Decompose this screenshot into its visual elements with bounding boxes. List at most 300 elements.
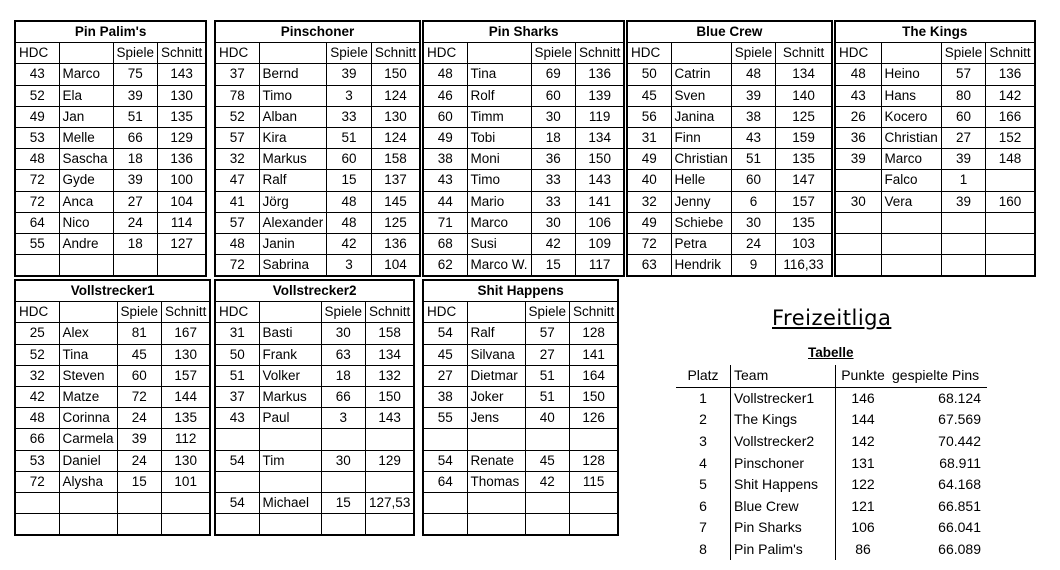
hdc-cell (215, 514, 259, 536)
hdc-cell (423, 492, 467, 513)
schnitt-cell: 150 (570, 386, 619, 407)
column-header-pins: gespielte Pins (890, 365, 987, 387)
table-row (215, 85, 420, 106)
hdc-cell: 66 (15, 429, 59, 450)
column-header-hdc: HDC (423, 43, 467, 64)
spiele-cell (321, 514, 366, 536)
table-row (15, 255, 206, 277)
team-table (214, 279, 415, 536)
table-row (423, 471, 618, 492)
team-cell: Blue Crew (731, 496, 836, 518)
player-name-cell: Jörg (259, 191, 327, 212)
hdc-cell: 72 (15, 471, 59, 492)
schnitt-cell (366, 429, 415, 450)
schnitt-cell: 136 (371, 233, 420, 254)
schnitt-cell: 158 (366, 323, 415, 344)
table-row (835, 191, 1035, 212)
hdc-cell: 78 (215, 85, 259, 106)
player-name-cell: Vera (881, 191, 941, 212)
team-cell: Vollstrecker2 (731, 431, 836, 453)
schnitt-cell (366, 471, 415, 492)
hdc-cell: 56 (627, 106, 671, 127)
schnitt-cell: 126 (570, 408, 619, 429)
column-header-name (467, 302, 525, 323)
schnitt-cell: 115 (570, 471, 619, 492)
spiele-cell: 24 (113, 212, 158, 233)
hdc-cell: 43 (215, 408, 259, 429)
spiele-cell (525, 429, 570, 450)
hdc-cell: 30 (835, 191, 881, 212)
hdc-cell: 49 (627, 212, 671, 233)
table-row (627, 85, 832, 106)
column-header-hdc: HDC (215, 43, 259, 64)
spiele-cell: 3 (327, 85, 372, 106)
hdc-cell: 36 (835, 127, 881, 148)
schnitt-cell: 117 (576, 255, 625, 277)
spiele-cell: 27 (941, 127, 986, 148)
player-name-cell: Jens (467, 408, 525, 429)
player-name-cell: Basti (259, 323, 321, 344)
player-name-cell: Marco (467, 212, 531, 233)
table-row (835, 170, 1035, 191)
spiele-cell: 15 (321, 492, 366, 513)
hdc-cell: 55 (15, 233, 59, 254)
hdc-cell: 44 (423, 191, 467, 212)
player-name-cell: Dietmar (467, 365, 525, 386)
table-row (627, 106, 832, 127)
schnitt-cell: 132 (366, 365, 415, 386)
player-name-cell: Carmela (59, 429, 117, 450)
hdc-cell: 57 (215, 127, 259, 148)
table-row (215, 514, 414, 536)
schnitt-cell: 143 (158, 64, 207, 85)
schnitt-cell: 135 (776, 149, 832, 170)
table-row (15, 323, 210, 344)
column-header-schnitt: Schnitt (986, 43, 1035, 64)
table-row (215, 149, 420, 170)
hdc-cell: 48 (215, 233, 259, 254)
spiele-cell: 18 (321, 365, 366, 386)
spiele-cell: 48 (731, 64, 776, 85)
table-row (835, 106, 1035, 127)
spiele-cell: 40 (525, 408, 570, 429)
column-header-name (259, 43, 327, 64)
league-title: Freizeitliga (772, 306, 892, 330)
player-name-cell (467, 514, 525, 536)
spiele-cell: 33 (327, 106, 372, 127)
table-row (627, 212, 832, 233)
player-name-cell: Alexander (259, 212, 327, 233)
hdc-cell: 37 (215, 386, 259, 407)
table-row (215, 233, 420, 254)
player-name-cell: Mario (467, 191, 531, 212)
hdc-cell: 49 (627, 149, 671, 170)
pins-cell: 66.089 (938, 541, 981, 558)
hdc-cell: 38 (423, 149, 467, 170)
spiele-cell: 51 (113, 106, 158, 127)
schnitt-cell: 152 (986, 127, 1035, 148)
team-name: Blue Crew (627, 21, 832, 43)
spiele-cell: 66 (321, 386, 366, 407)
player-name-cell (59, 255, 113, 277)
team-cell: Pin Sharks (731, 517, 836, 539)
column-header-platz: Platz (676, 365, 731, 387)
player-name-cell: Jenny (671, 191, 731, 212)
table-row (423, 106, 624, 127)
hdc-cell: 55 (423, 408, 467, 429)
hdc-cell: 53 (15, 450, 59, 471)
table-row (215, 106, 420, 127)
hdc-cell (215, 471, 259, 492)
spiele-cell: 57 (941, 64, 986, 85)
hdc-cell: 54 (423, 450, 467, 471)
spiele-cell: 43 (731, 127, 776, 148)
spiele-cell: 1 (941, 170, 986, 191)
player-name-cell (881, 212, 941, 233)
table-row (835, 255, 1035, 277)
platz-cell: 3 (699, 433, 707, 450)
hdc-cell: 45 (627, 85, 671, 106)
hdc-cell (835, 170, 881, 191)
schnitt-cell: 167 (162, 323, 211, 344)
hdc-cell: 52 (15, 344, 59, 365)
player-name-cell: Timm (467, 106, 531, 127)
schnitt-cell: 127 (158, 233, 207, 254)
table-row (423, 149, 624, 170)
column-header-spiele: Spiele (321, 302, 366, 323)
team-name: Pin Sharks (423, 21, 624, 43)
player-name-cell: Markus (259, 386, 321, 407)
hdc-cell: 48 (835, 64, 881, 85)
table-row (835, 149, 1035, 170)
player-name-cell: Anca (59, 191, 113, 212)
player-name-cell: Michael (259, 492, 321, 513)
team-name: Vollstrecker2 (215, 280, 414, 302)
player-name-cell: Janina (671, 106, 731, 127)
player-name-cell: Schiebe (671, 212, 731, 233)
table-row (215, 344, 414, 365)
schnitt-cell: 145 (371, 191, 420, 212)
player-name-cell: Ralf (259, 170, 327, 191)
spiele-cell: 51 (327, 127, 372, 148)
player-name-cell: Ralf (467, 323, 525, 344)
hdc-cell: 72 (215, 255, 259, 277)
table-row (423, 429, 618, 450)
schnitt-cell: 160 (986, 191, 1035, 212)
player-name-cell (881, 255, 941, 277)
schnitt-cell: 130 (162, 450, 211, 471)
column-header-hdc: HDC (215, 302, 259, 323)
column-header-hdc: HDC (627, 43, 671, 64)
player-name-cell: Susi (467, 233, 531, 254)
column-header-hdc: HDC (15, 302, 59, 323)
player-name-cell: Thomas (467, 471, 525, 492)
column-header-team: Team (731, 365, 836, 387)
hdc-cell: 49 (15, 106, 59, 127)
standings-row (676, 409, 987, 431)
column-header-name (467, 43, 531, 64)
column-header-spiele: Spiele (525, 302, 570, 323)
hdc-cell: 47 (215, 170, 259, 191)
player-name-cell: Corinna (59, 408, 117, 429)
punkte-cell: 122 (836, 474, 891, 496)
hdc-cell: 64 (423, 471, 467, 492)
spiele-cell: 80 (941, 85, 986, 106)
hdc-cell (835, 212, 881, 233)
schnitt-cell: 150 (371, 64, 420, 85)
table-row (15, 408, 210, 429)
column-header-name (671, 43, 731, 64)
schnitt-cell: 134 (776, 64, 832, 85)
spiele-cell: 60 (531, 85, 576, 106)
player-name-cell: Timo (467, 170, 531, 191)
table-row (15, 365, 210, 386)
column-header-schnitt: Schnitt (158, 43, 207, 64)
table-row (15, 344, 210, 365)
player-name-cell: Tim (259, 450, 321, 471)
schnitt-cell (986, 212, 1035, 233)
schnitt-cell: 134 (366, 344, 415, 365)
table-row (627, 149, 832, 170)
player-name-cell: Catrin (671, 64, 731, 85)
column-header-name (59, 302, 117, 323)
table-row (423, 344, 618, 365)
player-name-cell: Joker (467, 386, 525, 407)
schnitt-cell: 128 (570, 323, 619, 344)
spiele-cell: 72 (117, 386, 162, 407)
spiele-cell: 39 (941, 191, 986, 212)
table-row (15, 492, 210, 513)
schnitt-cell: 136 (986, 64, 1035, 85)
platz-cell: 7 (699, 519, 707, 536)
schnitt-cell (366, 514, 415, 536)
player-name-cell: Helle (671, 170, 731, 191)
spiele-cell (525, 492, 570, 513)
schnitt-cell (158, 255, 207, 277)
schnitt-cell (986, 170, 1035, 191)
column-header-schnitt: Schnitt (366, 302, 415, 323)
column-header-schnitt: Schnitt (371, 43, 420, 64)
hdc-cell: 43 (15, 64, 59, 85)
schnitt-cell: 130 (162, 344, 211, 365)
column-header-punkte: Punkte (836, 365, 891, 387)
schnitt-cell: 109 (576, 233, 625, 254)
spiele-cell: 15 (117, 471, 162, 492)
spiele-cell: 24 (117, 408, 162, 429)
player-name-cell: Renate (467, 450, 525, 471)
spiele-cell: 15 (327, 170, 372, 191)
table-row (423, 64, 624, 85)
hdc-cell: 43 (835, 85, 881, 106)
table-row (423, 386, 618, 407)
hdc-cell (423, 429, 467, 450)
table-row (15, 149, 206, 170)
table-row (215, 64, 420, 85)
hdc-cell: 41 (215, 191, 259, 212)
spiele-cell: 30 (531, 106, 576, 127)
player-name-cell (59, 514, 117, 536)
table-row (215, 191, 420, 212)
spiele-cell: 48 (327, 191, 372, 212)
hdc-cell: 72 (627, 233, 671, 254)
player-name-cell: Christian (671, 149, 731, 170)
hdc-cell: 40 (627, 170, 671, 191)
player-name-cell: Melle (59, 127, 113, 148)
spiele-cell: 15 (531, 255, 576, 277)
table-row (423, 323, 618, 344)
team-cell: Shit Happens (731, 474, 836, 496)
hdc-cell: 31 (215, 323, 259, 344)
punkte-cell: 144 (836, 409, 891, 431)
spiele-cell: 18 (113, 233, 158, 254)
hdc-cell: 57 (215, 212, 259, 233)
hdc-cell: 25 (15, 323, 59, 344)
table-row (627, 127, 832, 148)
pins-cell: 66.851 (938, 497, 981, 514)
punkte-cell: 106 (836, 517, 891, 539)
spiele-cell: 33 (531, 170, 576, 191)
schnitt-cell (162, 492, 211, 513)
spiele-cell: 18 (113, 149, 158, 170)
standings-row (676, 517, 987, 539)
spiele-cell: 30 (321, 323, 366, 344)
hdc-cell: 50 (215, 344, 259, 365)
player-name-cell: Petra (671, 233, 731, 254)
player-name-cell: Gyde (59, 170, 113, 191)
hdc-cell: 49 (423, 127, 467, 148)
platz-cell: 4 (699, 454, 707, 471)
player-name-cell: Nico (59, 212, 113, 233)
spiele-cell: 81 (117, 323, 162, 344)
hdc-cell: 52 (215, 106, 259, 127)
hdc-cell: 48 (15, 149, 59, 170)
schnitt-cell: 157 (776, 191, 832, 212)
column-header-hdc: HDC (423, 302, 467, 323)
spiele-cell: 63 (321, 344, 366, 365)
table-row (15, 471, 210, 492)
standings-row (676, 452, 987, 474)
standings-table (676, 365, 987, 560)
schnitt-cell: 134 (576, 127, 625, 148)
player-name-cell (259, 471, 321, 492)
player-name-cell: Moni (467, 149, 531, 170)
schnitt-cell: 148 (986, 149, 1035, 170)
player-name-cell: Marco (881, 149, 941, 170)
spiele-cell: 48 (327, 212, 372, 233)
table-row (835, 85, 1035, 106)
schnitt-cell: 144 (162, 386, 211, 407)
column-header-spiele: Spiele (941, 43, 986, 64)
schnitt-cell: 147 (776, 170, 832, 191)
spiele-cell: 3 (327, 255, 372, 277)
player-name-cell: Sascha (59, 149, 113, 170)
hdc-cell: 43 (423, 170, 467, 191)
schnitt-cell: 100 (158, 170, 207, 191)
schnitt-cell: 130 (158, 85, 207, 106)
table-row (835, 64, 1035, 85)
player-name-cell (259, 514, 321, 536)
spiele-cell: 39 (117, 429, 162, 450)
hdc-cell: 60 (423, 106, 467, 127)
schnitt-cell (162, 514, 211, 536)
hdc-cell (15, 514, 59, 536)
hdc-cell (15, 492, 59, 513)
standings-row (676, 387, 987, 409)
standings-row (676, 431, 987, 453)
hdc-cell: 38 (423, 386, 467, 407)
hdc-cell (215, 429, 259, 450)
schnitt-cell: 125 (776, 106, 832, 127)
table-row (627, 191, 832, 212)
schnitt-cell (986, 233, 1035, 254)
spiele-cell: 42 (327, 233, 372, 254)
hdc-cell: 71 (423, 212, 467, 233)
table-row (215, 212, 420, 233)
table-row (215, 386, 414, 407)
hdc-cell: 68 (423, 233, 467, 254)
player-name-cell: Janin (259, 233, 327, 254)
table-row (215, 471, 414, 492)
spiele-cell (525, 514, 570, 536)
player-name-cell: Matze (59, 386, 117, 407)
spiele-cell (321, 471, 366, 492)
schnitt-cell: 136 (158, 149, 207, 170)
table-row (423, 492, 618, 513)
player-name-cell (259, 429, 321, 450)
spiele-cell: 39 (113, 85, 158, 106)
table-row (835, 212, 1035, 233)
player-name-cell: Tobi (467, 127, 531, 148)
schnitt-cell: 112 (162, 429, 211, 450)
hdc-cell: 48 (15, 408, 59, 429)
table-row (215, 127, 420, 148)
spiele-cell: 60 (327, 149, 372, 170)
player-name-cell: Tina (59, 344, 117, 365)
table-row (15, 85, 206, 106)
player-name-cell: Finn (671, 127, 731, 148)
table-row (215, 323, 414, 344)
spiele-cell (117, 492, 162, 513)
platz-cell: 5 (699, 476, 707, 493)
spiele-cell: 9 (731, 255, 776, 277)
team-name: Pinschoner (215, 21, 420, 43)
player-name-cell: Alex (59, 323, 117, 344)
player-name-cell: Markus (259, 149, 327, 170)
spiele-cell: 75 (113, 64, 158, 85)
schnitt-cell: 135 (776, 212, 832, 233)
team-table (214, 20, 421, 277)
hdc-cell: 62 (423, 255, 467, 277)
spiele-cell: 30 (321, 450, 366, 471)
column-header-hdc: HDC (15, 43, 59, 64)
schnitt-cell: 157 (162, 365, 211, 386)
player-name-cell: Alban (259, 106, 327, 127)
punkte-cell: 142 (836, 431, 891, 453)
spiele-cell: 45 (117, 344, 162, 365)
player-name-cell: Paul (259, 408, 321, 429)
punkte-cell: 121 (836, 496, 891, 518)
hdc-cell: 32 (627, 191, 671, 212)
spiele-cell: 39 (941, 149, 986, 170)
table-row (627, 64, 832, 85)
hdc-cell: 37 (215, 64, 259, 85)
table-row (835, 127, 1035, 148)
table-row (423, 191, 624, 212)
pins-cell: 66.041 (938, 519, 981, 536)
player-name-cell: Marco W. (467, 255, 531, 277)
platz-cell: 8 (699, 541, 707, 558)
table-row (423, 127, 624, 148)
